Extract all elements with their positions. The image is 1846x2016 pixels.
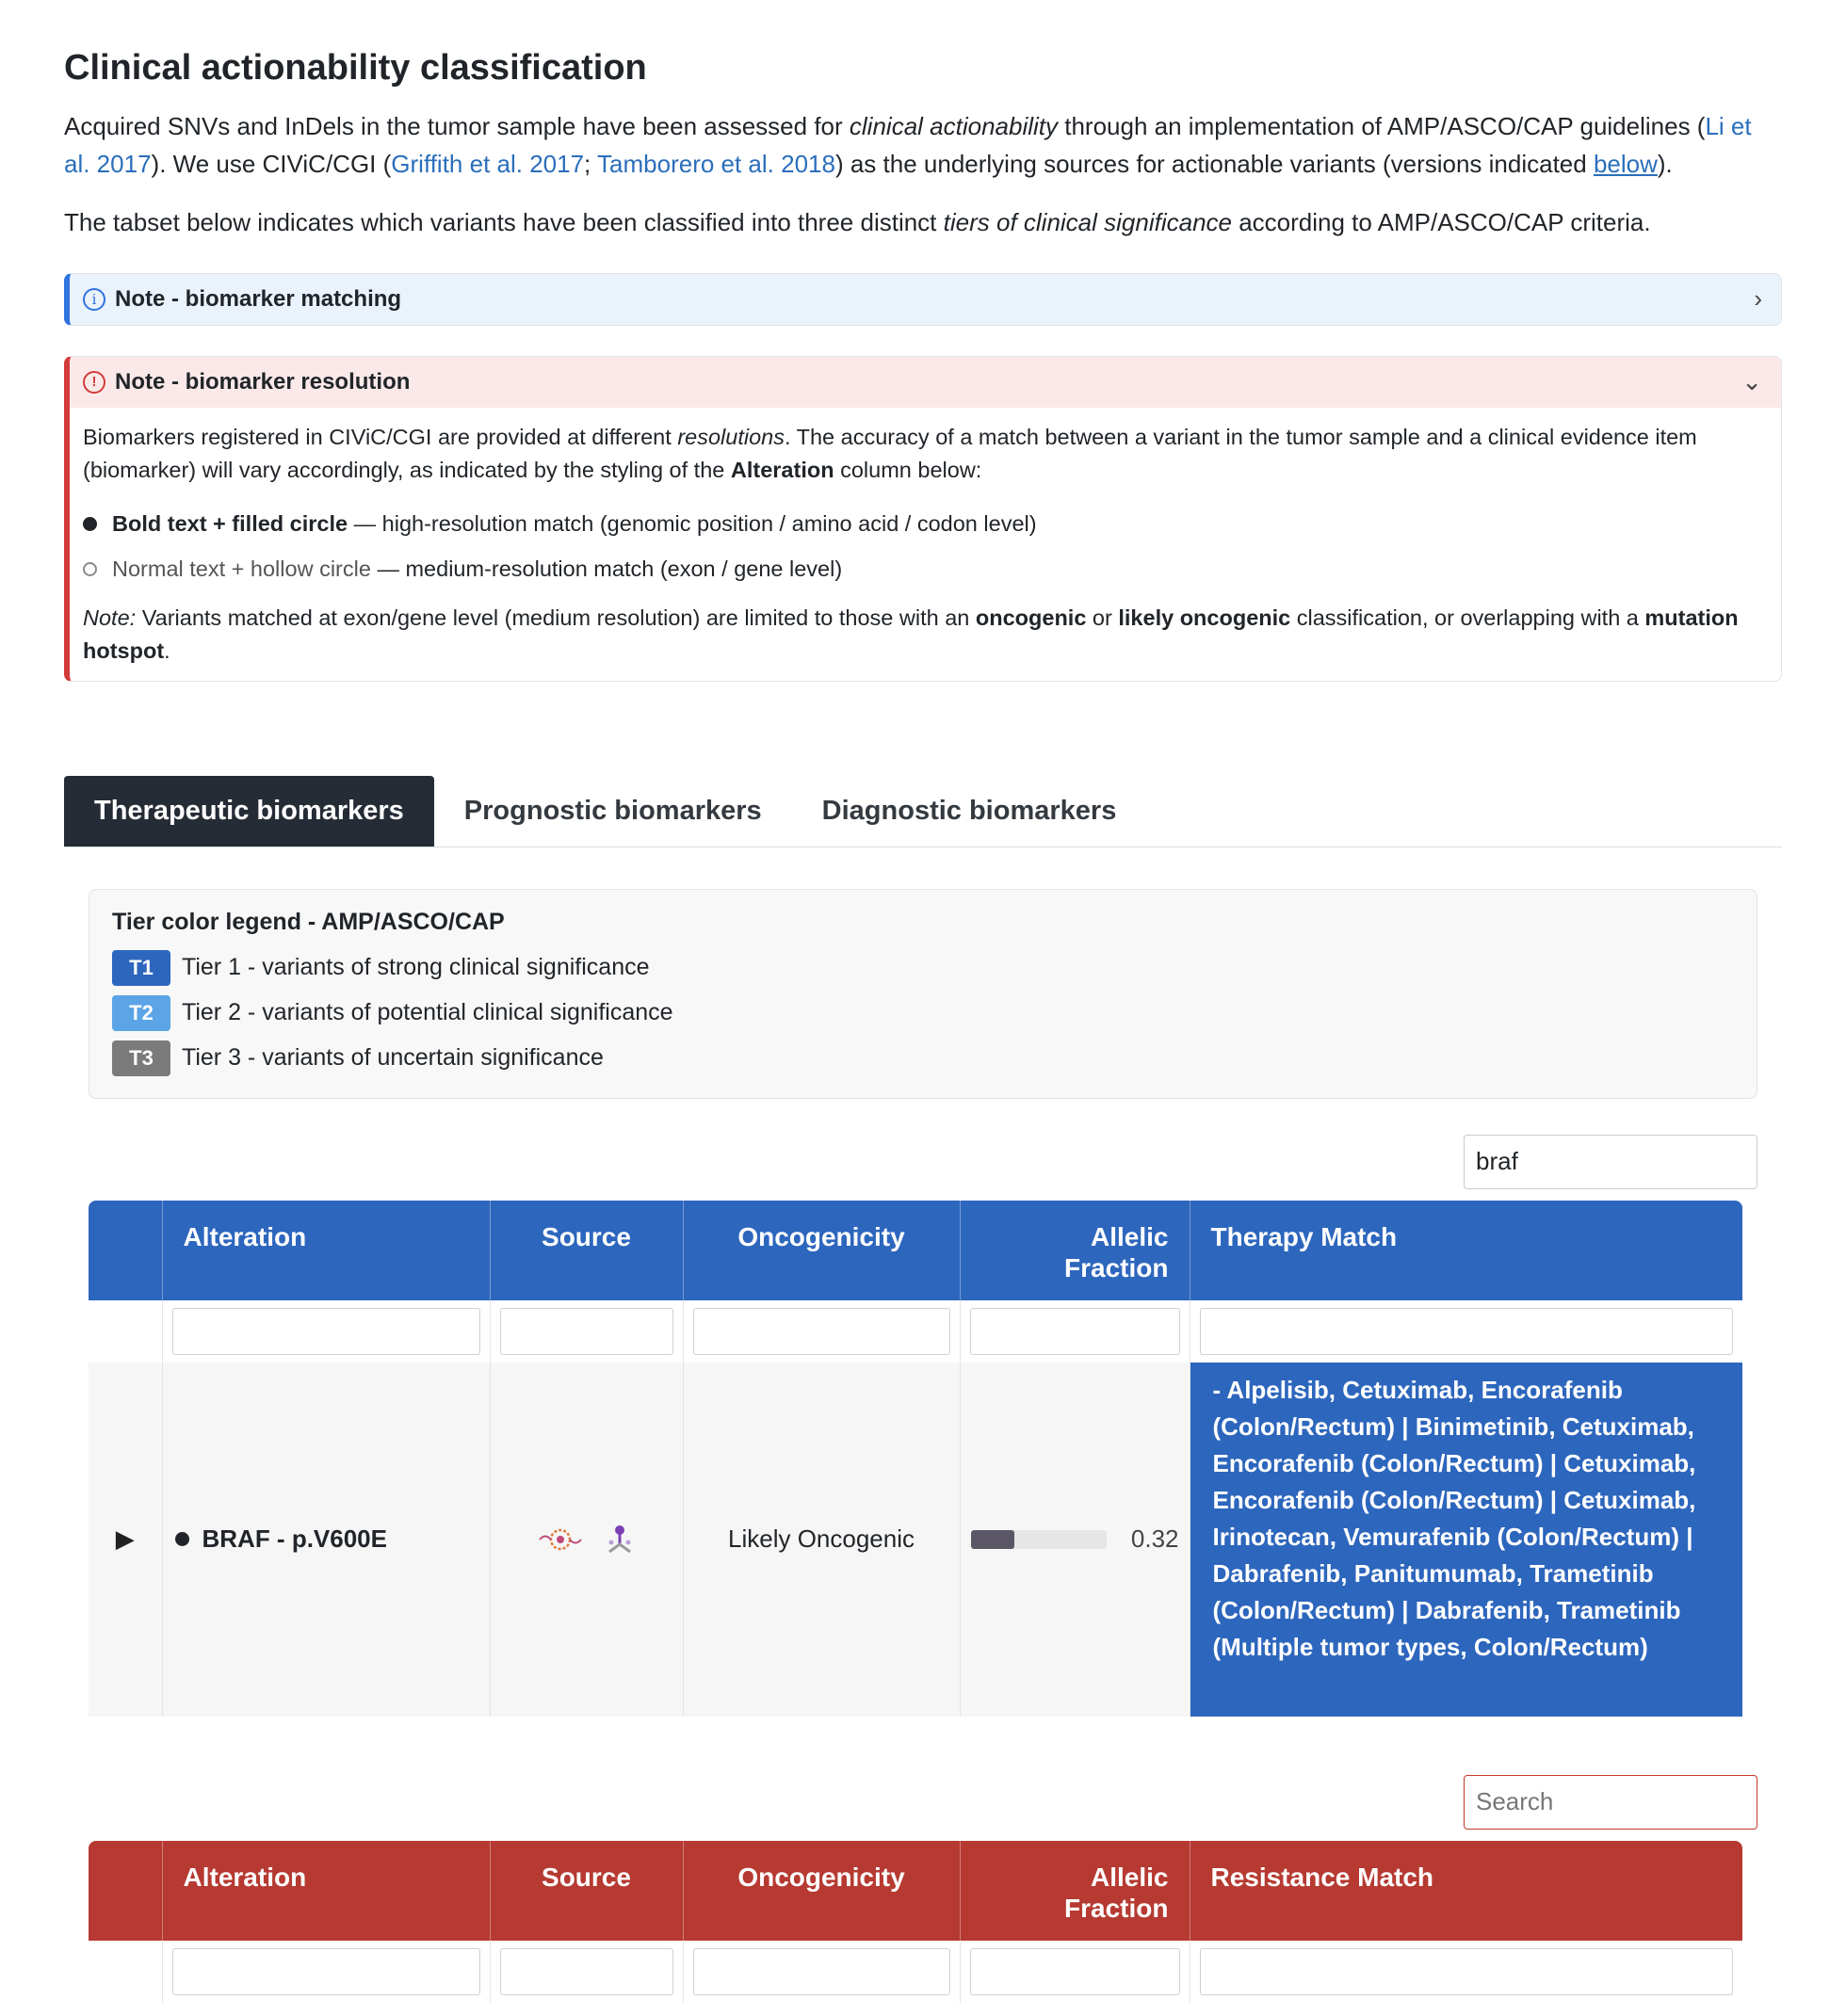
col-source-header[interactable]: Source — [490, 1841, 683, 1941]
legend-title: Tier color legend - AMP/ASCO/CAP — [112, 908, 505, 935]
link-below[interactable]: below — [1593, 149, 1658, 178]
filter-alteration — [162, 1941, 490, 2003]
tab-therapeutic-biomarkers[interactable]: Therapeutic biomarkers — [64, 776, 434, 847]
info-icon: i — [83, 288, 105, 311]
filter-alteration — [162, 1300, 490, 1363]
filter-alteration-input[interactable] — [172, 1948, 480, 1995]
col-oncogenicity-header[interactable]: Oncogenicity — [683, 1841, 960, 1941]
warning-icon: ! — [83, 371, 105, 394]
filter-source — [490, 1941, 683, 2003]
callout-resolution-header[interactable] — [70, 357, 1781, 408]
filter-source-input[interactable] — [500, 1308, 673, 1355]
col-alteration-header[interactable]: Alteration — [162, 1841, 490, 1941]
tab-diagnostic-biomarkers[interactable]: Diagnostic biomarkers — [821, 795, 1117, 826]
allelic-fraction-fill — [971, 1530, 1014, 1549]
filter-source — [490, 1300, 683, 1363]
callout-resolution-title: Note - biomarker resolution — [115, 368, 411, 395]
col-expander-header — [89, 1841, 162, 1941]
resolution-note: Note: Variants matched at exon/gene level (medium resolution) are limited to those with an oncogenic or likely oncogenic classification, or overlapping with a mutation hotspot. — [83, 605, 1739, 663]
filter-allelic-fraction — [960, 1300, 1190, 1363]
row-expand-toggle[interactable] — [89, 1363, 162, 1717]
filter-source-input[interactable] — [500, 1948, 673, 1995]
col-alteration-header[interactable]: Alteration — [162, 1201, 490, 1300]
section-title: Clinical actionability classification — [64, 48, 647, 88]
filter-therapy-match-input[interactable] — [1200, 1308, 1734, 1355]
resistance-table — [89, 1841, 1742, 2003]
civic-icon — [538, 1525, 583, 1554]
col-source-header[interactable]: Source — [490, 1201, 683, 1300]
alteration-cell — [162, 1363, 490, 1717]
cgi-icon — [604, 1524, 636, 1556]
alteration-label: BRAF - p.V600E — [202, 1524, 387, 1554]
resolution-list — [83, 502, 1768, 592]
callout-resolution-body — [70, 408, 1781, 681]
therapy-search-input[interactable] — [1464, 1135, 1757, 1189]
col-resistance-match-header[interactable]: Resistance Match — [1190, 1841, 1742, 1941]
therapy-table — [89, 1201, 1742, 1717]
resolution-description: Biomarkers registered in CIViC/CGI are provided at different resolutions. The accuracy of a match between a variant in the tumor sample and a clinical evidence item (biomarker) will vary accordingly, as indicated by the styling of the Alteration column below: — [83, 424, 1697, 482]
filter-allelic-fraction-input[interactable] — [970, 1948, 1180, 1995]
list-item: Bold text + filled circle — high-resolution match (genomic position / amino acid / codon level) — [83, 502, 1768, 547]
caret-right-icon[interactable]: ▶ — [115, 1524, 135, 1554]
legend-row-tier2: T2 Tier 2 - variants of potential clinical significance — [112, 991, 1734, 1036]
filled-circle-icon — [83, 517, 97, 531]
col-oncogenicity-header[interactable]: Oncogenicity — [683, 1201, 960, 1300]
callout-biomarker-resolution — [64, 356, 1782, 682]
callout-matching-header[interactable] — [70, 274, 1781, 325]
link-tamborero-2018[interactable]: Tamborero et al. 2018 — [597, 149, 835, 178]
filter-allelic-fraction-input[interactable] — [970, 1308, 1180, 1355]
therapy-search-wrap — [89, 1135, 1757, 1189]
filter-oncogenicity-input[interactable] — [693, 1308, 950, 1355]
filter-allelic-fraction — [960, 1941, 1190, 2003]
callout-biomarker-matching — [64, 273, 1782, 326]
tier-color-legend — [89, 889, 1757, 1099]
filter-alteration-input[interactable] — [172, 1308, 480, 1355]
legend-row-tier3: T3 Tier 3 - variants of uncertain significance — [112, 1036, 1734, 1081]
link-li-2017[interactable]: Li et al. 2017 — [64, 111, 1752, 178]
chevron-down-icon[interactable]: ⌄ — [1741, 367, 1762, 396]
filter-oncogenicity-input[interactable] — [693, 1948, 950, 1995]
tier2-badge: T2 — [112, 995, 170, 1031]
oncogenicity-cell: Likely Oncogenic — [683, 1363, 960, 1717]
list-item: Normal text + hollow circle — medium-resolution match (exon / gene level) — [83, 547, 1768, 592]
filter-oncogenicity — [683, 1941, 960, 2003]
table-row — [89, 1363, 1742, 1717]
col-therapy-match-header[interactable]: Therapy Match — [1190, 1201, 1742, 1300]
source-cell — [490, 1363, 683, 1717]
col-allelic-fraction-header[interactable]: Allelic Fraction — [960, 1841, 1190, 1941]
allelic-fraction-value: 0.32 — [1130, 1524, 1179, 1554]
chevron-right-icon[interactable]: › — [1754, 284, 1762, 314]
callout-matching-title: Note - biomarker matching — [115, 285, 402, 312]
tier3-badge: T3 — [112, 1040, 170, 1076]
tier1-badge: T1 — [112, 950, 170, 986]
biomarker-tabs — [64, 776, 1782, 847]
filled-circle-icon — [175, 1532, 189, 1546]
link-griffith-2017[interactable]: Griffith et al. 2017 — [391, 149, 585, 178]
filter-oncogenicity — [683, 1300, 960, 1363]
resistance-search-input[interactable] — [1464, 1775, 1757, 1830]
resistance-search-wrap — [89, 1775, 1757, 1830]
filter-therapy-match — [1190, 1300, 1742, 1363]
legend-row-tier1: T1 Tier 1 - variants of strong clinical significance — [112, 945, 1734, 991]
filter-cell-empty — [89, 1941, 162, 2003]
allelic-fraction-cell — [960, 1363, 1190, 1717]
tab-prognostic-biomarkers[interactable]: Prognostic biomarkers — [463, 795, 762, 826]
filter-resistance-match-input[interactable] — [1200, 1948, 1734, 1995]
filter-cell-empty — [89, 1300, 162, 1363]
tabset-description: The tabset below indicates which variants have been classified into three distinct tiers of clinical significance according to AMP/ASCO/CAP criteria. — [64, 207, 1651, 236]
intro-paragraph: Acquired SNVs and InDels in the tumor sample have been assessed for clinical actionability through an implementation of AMP/ASCO/CAP guidelines (Li et al. 2017). We use CIViC/CGI (Griffith et al. 2017; Tamborero et al. 2018) as the underlying sources for actionable variants (versions indicated below). — [64, 111, 1752, 178]
allelic-fraction-bar — [971, 1530, 1107, 1549]
hollow-circle-icon — [83, 562, 97, 576]
col-expander-header — [89, 1201, 162, 1300]
col-allelic-fraction-header[interactable]: Allelic Fraction — [960, 1201, 1190, 1300]
therapy-match-cell: - Alpelisib, Cetuximab, Encorafenib (Colon/Rectum) | Binimetinib, Cetuximab, Encorafenib (Colon/Rectum) | Cetuximab, Encorafenib (Colon/Rectum) | Cetuximab, Irinotecan, Vemurafenib (Colon/Rectum) | Dabrafenib, Panitumumab, Trametinib (Colon/Rectum) | Dabrafenib, Trametinib (Multiple tumor types, Colon/Rectum) — [1190, 1363, 1742, 1717]
filter-resistance-match — [1190, 1941, 1742, 2003]
